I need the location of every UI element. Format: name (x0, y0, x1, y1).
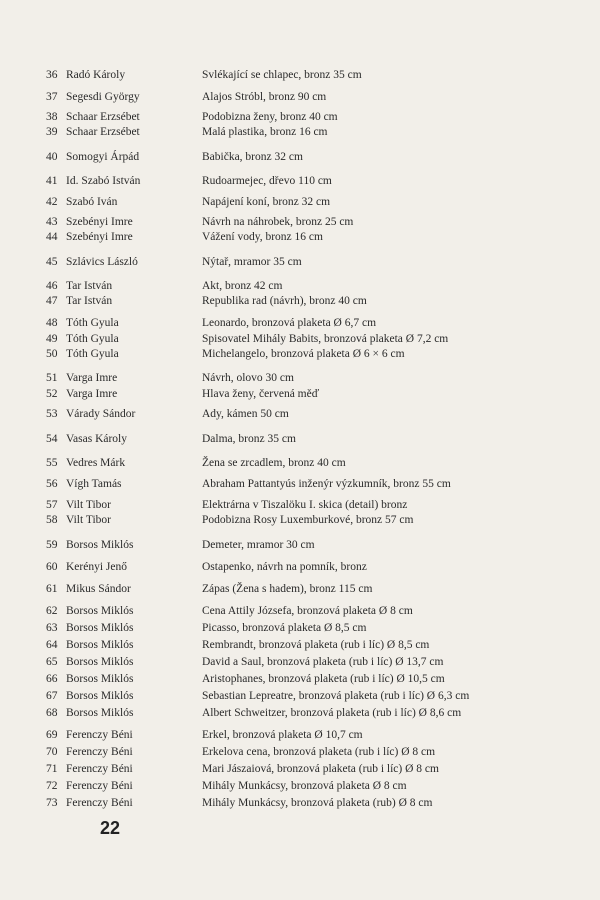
entry-number: 69 (46, 729, 58, 741)
entry-artist: Varga Imre (66, 388, 118, 400)
catalog-entry (0, 228, 600, 246)
entry-work: Hlava ženy, červená měď (202, 388, 320, 400)
entry-artist: Ferenczy Béni (66, 763, 133, 775)
catalog-entry (0, 558, 600, 576)
catalog-entry (0, 345, 600, 363)
entry-artist: Segesdi György (66, 91, 140, 103)
entry-number: 45 (46, 256, 58, 268)
entry-work: Michelangelo, bronzová plaketa Ø 6 × 6 cm (202, 348, 405, 360)
catalog-entry (0, 777, 600, 795)
entry-number: 43 (46, 216, 58, 228)
entry-work: Demeter, mramor 30 cm (202, 539, 315, 551)
catalog-entry (0, 687, 600, 705)
entry-artist: Borsos Miklós (66, 656, 134, 668)
entry-number: 66 (46, 673, 58, 685)
entry-artist: Szebényi Imre (66, 231, 133, 243)
entry-number: 63 (46, 622, 58, 634)
entry-work: Zápas (Žena s hadem), bronz 115 cm (202, 583, 373, 595)
page-number: 22 (100, 818, 121, 838)
entry-work: Akt, bronz 42 cm (202, 280, 283, 292)
entry-number: 53 (46, 408, 58, 420)
catalog-entry (0, 66, 600, 84)
entry-work: Sebastian Lepreatre, bronzová plaketa (rub i líc) Ø 6,3 cm (202, 690, 470, 702)
entry-artist: Vilt Tibor (66, 514, 112, 526)
entry-artist: Tar István (66, 295, 113, 307)
catalog-entry (0, 670, 600, 688)
entry-work: Žena se zrcadlem, bronz 40 cm (202, 457, 346, 469)
entry-artist: Szebényi Imre (66, 216, 133, 228)
entry-work: Návrh, olovo 30 cm (202, 372, 294, 384)
entry-number: 39 (46, 126, 58, 138)
entry-number: 50 (46, 348, 58, 360)
entry-artist: Vilt Tibor (66, 499, 112, 511)
entry-artist: Borsos Miklós (66, 539, 134, 551)
entry-artist: Vígh Tamás (66, 478, 122, 490)
entry-number: 64 (46, 639, 58, 651)
entry-work: Návrh na náhrobek, bronz 25 cm (202, 216, 354, 228)
entry-number: 61 (46, 583, 58, 595)
entry-artist: Borsos Miklós (66, 622, 134, 634)
entry-number: 72 (46, 780, 58, 792)
entry-artist: Ferenczy Béni (66, 797, 133, 809)
entry-artist: Ferenczy Béni (66, 780, 133, 792)
entry-number: 49 (46, 333, 58, 345)
entry-work: Babička, bronz 32 cm (202, 151, 303, 163)
catalog-entry (0, 536, 600, 554)
entry-work: Elektrárna v Tiszalöku I. skica (detail) bronz (202, 499, 408, 511)
entry-work: Rembrandt, bronzová plaketa (rub i líc) Ø 8,5 cm (202, 639, 430, 651)
entry-number: 60 (46, 561, 58, 573)
entry-work: Aristophanes, bronzová plaketa (rub i líc) Ø 10,5 cm (202, 673, 445, 685)
catalog-entry (0, 653, 600, 671)
entry-work: Erkel, bronzová plaketa Ø 10,7 cm (202, 729, 363, 741)
entry-work: Cena Attily Józsefa, bronzová plaketa Ø 8 cm (202, 605, 413, 617)
entry-artist: Id. Szabó István (66, 175, 141, 187)
entry-artist: Schaar Erzsébet (66, 111, 140, 123)
entry-artist: Borsos Miklós (66, 690, 134, 702)
entry-number: 46 (46, 280, 58, 292)
catalog-entry (0, 292, 600, 310)
catalog-entry (0, 602, 600, 620)
catalog-entry (0, 172, 600, 190)
catalog-entry (0, 760, 600, 778)
entry-artist: Borsos Miklós (66, 707, 134, 719)
entry-work: Vážení vody, bronz 16 cm (202, 231, 323, 243)
entry-artist: Borsos Miklós (66, 673, 134, 685)
entry-artist: Borsos Miklós (66, 605, 134, 617)
catalog-entry (0, 405, 600, 423)
entry-artist: Radó Károly (66, 69, 126, 81)
entry-number: 68 (46, 707, 58, 719)
catalog-entry (0, 454, 600, 472)
catalog-entry (0, 743, 600, 761)
entry-number: 65 (46, 656, 58, 668)
catalog-entry (0, 475, 600, 493)
entry-number: 57 (46, 499, 58, 511)
entry-work: Erkelova cena, bronzová plaketa (rub i líc) Ø 8 cm (202, 746, 436, 758)
catalog-entry (0, 619, 600, 637)
entry-number: 55 (46, 457, 58, 469)
entry-artist: Varga Imre (66, 372, 118, 384)
entry-artist: Mikus Sándor (66, 583, 131, 595)
entry-number: 48 (46, 317, 58, 329)
catalog-entry (0, 726, 600, 744)
catalog-entry (0, 636, 600, 654)
entry-work: Alajos Stróbl, bronz 90 cm (202, 91, 327, 103)
entry-number: 40 (46, 151, 58, 163)
entry-artist: Szabó Iván (66, 196, 118, 208)
catalog-entry (0, 385, 600, 403)
entry-number: 37 (46, 91, 58, 103)
catalog-entry (0, 580, 600, 598)
entry-number: 70 (46, 746, 58, 758)
entry-work: Mihály Munkácsy, bronzová plaketa Ø 8 cm (202, 780, 407, 792)
entry-work: Picasso, bronzová plaketa Ø 8,5 cm (202, 622, 367, 634)
entry-artist: Somogyi Árpád (66, 151, 140, 163)
entry-number: 38 (46, 111, 58, 123)
entry-number: 47 (46, 295, 58, 307)
catalog-entry (0, 511, 600, 529)
entry-work: Malá plastika, bronz 16 cm (202, 126, 328, 138)
entry-number: 41 (46, 175, 58, 187)
entry-work: Ady, kámen 50 cm (202, 408, 289, 420)
entry-work: Ostapenko, návrh na pomník, bronz (202, 561, 367, 573)
entry-artist: Ferenczy Béni (66, 746, 133, 758)
entry-number: 58 (46, 514, 58, 526)
catalog-entry (0, 704, 600, 722)
entry-work: Podobizna ženy, bronz 40 cm (202, 111, 338, 123)
entry-artist: Schaar Erzsébet (66, 126, 140, 138)
entry-artist: Tar István (66, 280, 113, 292)
entry-number: 59 (46, 539, 58, 551)
entry-work: Spisovatel Mihály Babits, bronzová plaketa Ø 7,2 cm (202, 333, 449, 345)
catalog-entry (0, 253, 600, 271)
catalog-entry (0, 193, 600, 211)
entry-artist: Ferenczy Béni (66, 729, 133, 741)
entry-artist: Tóth Gyula (66, 317, 119, 329)
entry-artist: Tóth Gyula (66, 348, 119, 360)
entry-number: 67 (46, 690, 58, 702)
entry-work: David a Saul, bronzová plaketa (rub i líc) Ø 13,7 cm (202, 656, 444, 668)
catalog-entry (0, 148, 600, 166)
entry-artist: Vasas Károly (66, 433, 127, 445)
entry-number: 54 (46, 433, 58, 445)
entry-artist: Szlávics László (66, 256, 138, 268)
entry-work: Mari Jászaiová, bronzová plaketa (rub i líc) Ø 8 cm (202, 763, 439, 775)
entry-work: Republika rad (návrh), bronz 40 cm (202, 295, 367, 307)
entry-number: 36 (46, 69, 58, 81)
entry-artist: Kerényi Jenő (66, 561, 127, 573)
entry-work: Dalma, bronz 35 cm (202, 433, 296, 445)
entry-number: 71 (46, 763, 58, 775)
entry-artist: Borsos Miklós (66, 639, 134, 651)
entry-work: Leonardo, bronzová plaketa Ø 6,7 cm (202, 317, 377, 329)
entry-number: 42 (46, 196, 58, 208)
entry-work: Mihály Munkácsy, bronzová plaketa (rub) Ø 8 cm (202, 797, 433, 809)
entry-number: 56 (46, 478, 58, 490)
entry-work: Podobizna Rosy Luxemburkové, bronz 57 cm (202, 514, 414, 526)
entry-number: 62 (46, 605, 58, 617)
entry-work: Nýtař, mramor 35 cm (202, 256, 302, 268)
catalog-entry (0, 794, 600, 812)
catalog-entry (0, 430, 600, 448)
entry-artist: Várady Sándor (66, 408, 136, 420)
entry-work: Abraham Pattantyús inženýr výzkumník, bronz 55 cm (202, 478, 451, 490)
catalog-entry (0, 88, 600, 106)
catalog-entry (0, 123, 600, 141)
entry-number: 52 (46, 388, 58, 400)
entry-work: Svlékající se chlapec, bronz 35 cm (202, 69, 362, 81)
entry-work: Albert Schweitzer, bronzová plaketa (rub i líc) Ø 8,6 cm (202, 707, 462, 719)
entry-work: Rudoarmejec, dřevo 110 cm (202, 175, 332, 187)
entry-number: 73 (46, 797, 58, 809)
entry-number: 51 (46, 372, 58, 384)
entry-artist: Tóth Gyula (66, 333, 119, 345)
entry-artist: Vedres Márk (66, 457, 126, 469)
entry-work: Napájení koní, bronz 32 cm (202, 196, 331, 208)
entry-number: 44 (46, 231, 58, 243)
